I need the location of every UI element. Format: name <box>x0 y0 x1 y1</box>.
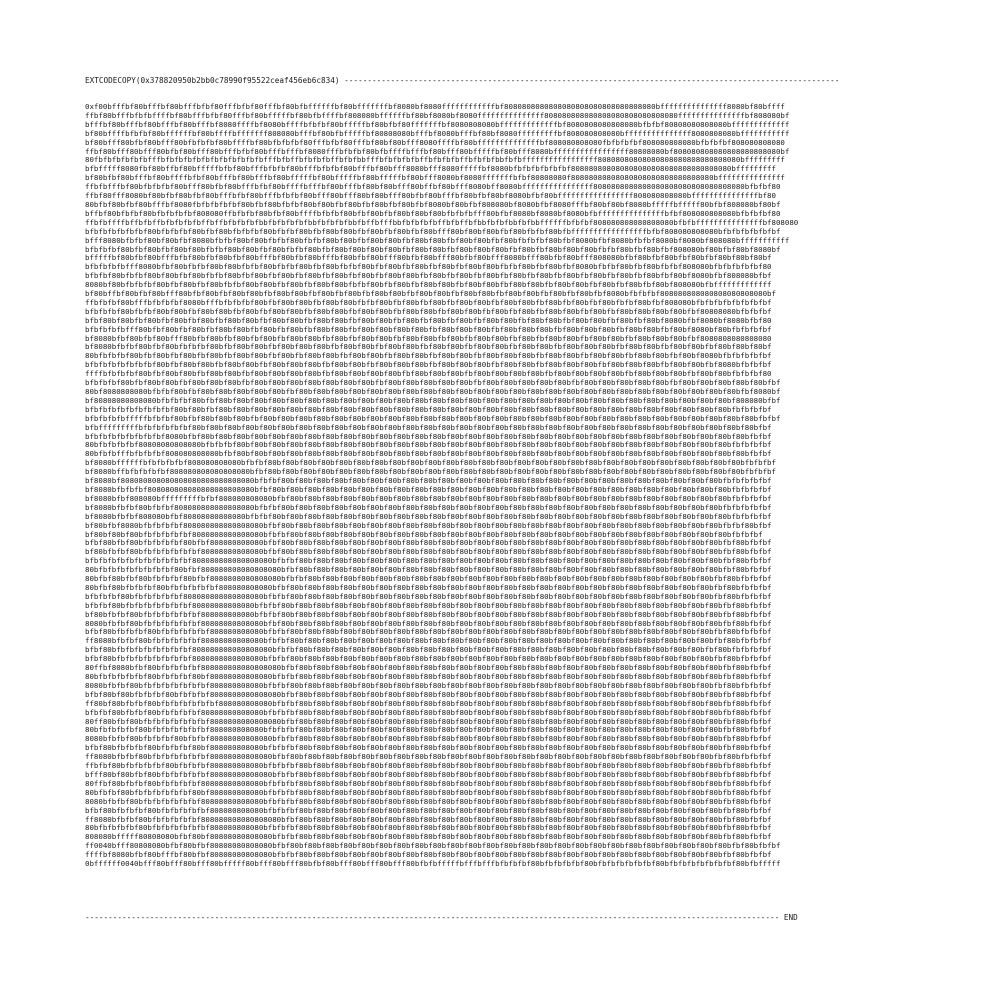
extcodecopy-header: EXTCODECOPY(0x378820950b2bb0c78990f95522ceaf456eb6c834) ----------------------------------------------------------------------------------------------------------- <box>85 76 840 85</box>
bytecode-row: bfbfbfbfbfbfbfbfbfbf80bf80bfbf80bf80bf80bf80bf80bf80bf80bf80bf80bf80bf80bf80bf80bf80bf80bf80bf80bf80bf80bf80bf80bf80bf80bf80bf80bf80bf80bf80bf80bfbfbfbfbf <box>85 405 772 414</box>
bytecode-row: ffffbfbfbfbf80bfbf80bf80bfbf80bf80bfbf80bf80bf80bf80bfbf80bf80bf80bf80bfbf80bf80bf80bfbf80bf80bf80bf80bfbf80bf80bf80bf80bfbf80bf80bf80bfbf80bf80bfbfbfbf80 <box>85 370 772 379</box>
bytecode-row: bfbf80bfbfbfbfbfbfbfbfbf808080808080808080bfbfbf80bf80bf80bf80bf80bf80bf80bf80bf80bf80bf80bf80bf80bf80bf80bf80bf80bf80bf80bf80bf80bf80bf80bfbf80bfbfbfbfbf <box>85 646 772 655</box>
bytecode-row: 80bfbfbfbfbfbfbfbfbf80bfbf808080808080808080bfbf80bf80bf80bf80bf80bf80bf80bf80bf80bf80bf80bf80bf80bf80bf80bf80bf80bf80bf80bf80bf80bf80bf80bf80bfbf80bfbfbf <box>85 566 772 575</box>
bytecode-row: bf80bfbf80bfffbf80bffffbfbf80bfffbf80bfffbf80bfffffbf80bfffffbf80bfffffbf80bfff8080bf8080fffffffbfbf80808080f80808080808080808080808080808080bfffffffffffffff <box>85 174 785 183</box>
bytecode-row: ffbfbfffbf80bfbfbfbf80bfff80bfbf80bfffbfbf80bffffbfffbf80bfffbf80bf80bfff80bffbf80bfff8080bff8080bffffffffffffffff8080808080808080808080808080808080bfbfbf80 <box>85 183 781 192</box>
bytecode-row: 80bfbf80bfbfbfbf80bfbfbfbfbfbf808080808080bfbf80bf80bf80bf80bf80bf80bf80bf80bf80bf80bf80bf80bf80bf80bf80bf80bf80bf80bf80bf80bf80bf80bf80bf80bfbf80bfbfbfbf <box>85 583 772 592</box>
bytecode-row: bfbf80bf80bfbfbfbf80bfbfbfbf8080808080808080bfbf80bf80bf80bf80bf80bf80bf80bf80bf80bf80bf80bf80bf80bf80bf80bf80bf80bf80bf80bf80bf80bf80bf80bf80bfbf80bfbfbf <box>85 690 772 699</box>
bytecode-row: 80bfbfbf80bfbfbfbfbfbfbf80bf808080808080bfbfbfbf80bf80bf80bf80bf80bf80bf80bf80bf80bf80bf80bf80bf80bf80bf80bf80bf80bf80bf80bf80bf80bf80bf80bf80bfbf80bfbfbf <box>85 788 772 797</box>
bytecode-row: bfbf80bfbfbfbfbfbfbfbfbf8080808080808080bfbfbf80bf80bf80bf80bf80bf80bf80bf80bf80bf80bf80bf80bf80bf80bf80bf80bf80bf80bf80bf80bf80bf80bf80bf80bfbf80bfbfbfbf <box>85 655 772 664</box>
bytecode-row: 80ffbf80bfbfbf80bfbfbfbfbf80808080808080bfbfbfbf80bf80bf80bf80bf80bf80bf80bf80bf80bf80bf80bf80bf80bf80bf80bf80bf80bf80bf80bf80bf80bf80bf80bf80bfbf80bfbfbf <box>85 779 772 788</box>
bytecode-row: bf80bfbfbf80bfbfbfbfbfbfbf80808080808080bfbf80bf80bf80bf80bf80bf80bf80bf80bf80bf80bf80bf80bf80bf80bf80bf80bf80bf80bf80bf80bf80bf80bf80bf80bf80bfbf80bfbfbf <box>85 548 772 557</box>
bytecode-row: ff80bf80bfbfbf80bfbfbfbfbfbfbf808080808080bfbfbf80bf80bf80bf80bf80bf80bf80bf80bf80bf80bf80bf80bf80bf80bf80bf80bf80bf80bf80bf80bf80bf80bf80bf80bfbf80bfbfbf <box>85 699 772 708</box>
bytecode-row: bfbfbfbfbfbfbf80bfbfbfbf80bfbf80bfbfbfbf80bfbfbf80bfbf80bf80bfbf80bfbf80bfbf80bfff80bf80bf80bfbf80bfbfbf80bfbfffffffffffffffffbfbf808080808080bfbfbfbfbfbfbf <box>85 227 781 236</box>
bytecode-row: 80bfbf80bfbf80bfffbf8080fbfbfbfbfbf80bfbf80bfbfbf80bf80bfbf80bfbf80bfbf80bfbf8080bf80bfbf808080bf8080bfbf8080fffbf80bf80bf8080bfffffbfffff80bfbf808080bf80bf <box>85 200 781 209</box>
bytecode-hex-dump <box>85 103 915 869</box>
bytecode-row: bfbf80bfbfbfbf80bfbfbfbf80bf808080808080bfbfbfbf80bf80bf80bf80bf80bf80bf80bf80bf80bf80bf80bf80bf80bf80bf80bf80bf80bf80bf80bf80bf80bf80bf80bf80bfbf80bfbfbf <box>85 744 772 753</box>
bytecode-row: 808080bfffff80808080bfbf80bf80808080808080bfbfbf80bf80bf80bf80bf80bf80bf80bf80bf80bf80bf80bf80bf80bf80bf80bf80bf80bf80bf80bf80bf80bf80bf80bf80bfbf80bfbfbf <box>85 833 772 842</box>
bytecode-row: bf8080bfbf808080bfffffffffbfbf808080808080bfbf80bf80bf80bf80bf80bf80bf80bf80bf80bf80bf80bf80bf80bf80bf80bf80bf80bf80bf80bf80bf80bf80bf80bf80bf80bfbfbfbfbf <box>85 494 772 503</box>
bytecode-row: bfbfbfbf80bfbfbfbfbfbf808080808080808080bfbfbf80bf80bf80bf80bf80bf80bf80bf80bf80bf80bf80bf80bf80bf80bf80bf80bf80bf80bf80bf80bf80bf80bf80bf80bfbf80bfbfbfbf <box>85 592 772 601</box>
bytecode-row: 80ff80bfbf80bfbfbfbfbfbfbfbf8080808080808080bfbf80bf80bf80bf80bf80bf80bf80bf80bf80bf80bf80bf80bf80bf80bf80bf80bf80bf80bf80bf80bf80bf80bf80bf80bfbf80bfbfbf <box>85 717 772 726</box>
bytecode-row: bfbfbfbf80bfbf80bfbf80bf80bfbfbf80bf80bfbf80bfbfbf80bfbf80bf80bf80bf80bfbf80bf80bfbf80bf80bf80bfbf80bfbf80bf80bf80bfbfbf80bfbf80bfbf808080bf80bfbf80bf8080bf <box>85 245 781 254</box>
bytecode-row: bfbfbfbfbfbfbfbfbfbfbfbf808080808080808080bfbfbf80bf80bf80bf80bf80bf80bf80bf80bf80bf80bf80bf80bf80bf80bf80bf80bf80bf80bf80bf80bf80bf80bf80bf80bfbf80bfbfbf <box>85 557 772 566</box>
bytecode-row: 80bfbfbfbfbf80bfbfbfbfbfbfbf808080808080bfbfbfbf80bf80bf80bf80bf80bf80bf80bf80bf80bf80bf80bf80bf80bf80bf80bf80bf80bf80bf80bf80bf80bf80bf80bf80bfbf80bfbfbf <box>85 824 772 833</box>
bytecode-row: bfbfbfbfbfbfbfbf80bfbf80bf80bfbf80bf80bfbf80bf80bf80bfbf80bf80bfbf80bf80bf80bfbf80bf80bf80bfbf80bf80bfbf80bf80bf80bfbf80bf80bf80bfbf80bf80bfbf8080bfbfbfbf <box>85 361 772 370</box>
bytecode-row: bfbf80bf80bfbf80bfbf80bfbf80bfbf80bf80bfbf80bf80bfbf80bf80bfbf80bf80bfbf80bfbf80bfbf80bfbf80bf80bfbf80bf80bfbf80bf80bfbf80bfbf80bf8080bfbf8080bf8080bfbf80 <box>85 316 772 325</box>
bytecode-row: bf80bffbf80bfbf80bfff80bfbf80bfbf80bf80bfbf80bf80bfbf80bfbf80bfbf80bf80bfbf80bf80bfbf80bf80bfbf80bf80bfbf80bfbf80bfbf8080bfbfbfbf808080808080808080808080bf <box>85 290 776 299</box>
bytecode-row: bf8080bfbfbfbf808080808080808080808080bfbf80bf80bf80bf80bf80bf80bf80bf80bf80bf80bf80bf80bf80bf80bf80bf80bf80bf80bf80bf80bf80bf80bf80bf80bf80bf80bfbfbfbfbf <box>85 485 772 494</box>
bytecode-row: bf80bf80bf80bfbfbfbfbfbf8080808080808080bfbfbf80bf80bf80bf80bf80bf80bf80bf80bf80bf80bf80bf80bf80bf80bf80bf80bf80bf80bf80bf80bf80bf80bf80bf80bf80bfbfbfbf <box>85 530 763 539</box>
bytecode-row: ffbfbfbf80bfffbfbfbfbf8080bfffbfbfbfbf80bfbf80bf80bfbf80bf80bfbfbf80bfbf80bfbf80bfbf80bf80bfbf80bf80bfbf80bfbf80bfbf80bfbfbf80bfbf808080bfbfbfbfbfbfbfbfbf <box>85 298 772 307</box>
bytecode-row: 80bfbfbfbf80bfbf80bfbf80bfbf80bfbf80bf80bfbf80bfbf80bf80bfbf80bf80bfbf80bf80bfbf80bf80bfbf80bf80bf80bfbf80bf80bfbf80bf80bfbf80bf80bfbf80bf8080bfbfbfbfbfbf <box>85 352 772 361</box>
bytecode-row: ffffbf8080bfbf80bfffbf80bfbf80808080808080bfbfbf80bf80bf80bf80bf80bf80bf80bf80bf80bf80bf80bf80bf80bf80bf80bf80bf80bf80bf80bf80bf80bf80bf80bf80bfbf80bfbfbf <box>85 851 772 860</box>
bytecode-row: bf80bfff80bfbf80bfff80bfbfbfbf80bffffbf80bfbfbfbf80fffbfbf80fffbf80bf80bfff8080ffffbf80bffffffffffffffbf808080808080fbfbfbfbf808080808080bfbfbfbf808080808080 <box>85 138 785 147</box>
bytecode-row: 80bfbfbfbfbf80bfbfbfbfbfbfbf808080808080bfbfbfbf80bf80bf80bf80bf80bf80bf80bf80bf80bf80bf80bf80bf80bf80bf80bf80bf80bf80bf80bf80bf80bf80bf80bf80bfbf80bfbfbf <box>85 726 772 735</box>
bytecode-row: bf80bfbf8080bfbfbfbfbf808080808080808080bfbf80bf80bf80bf80bf80bf80bf80bf80bf80bf80bf80bf80bf80bf80bf80bf80bf80bf80bf80bf80bf80bf80bf80bf80bf80bfbfbf80bfbf <box>85 521 772 530</box>
bytecode-row: bf8080bfbf80bfbf80bfff80bfbf80bfbf80bfbf80bfbf80bf80bfbf80bfbf80bf80bfbf80bf80bfbf80bfbf80bf80bfbf80bfbf80bf80bfbf80bf80bfbf80bf80bf80bfbf8080808080808080 <box>85 334 772 343</box>
bytecode-row: bfbfbfbfbfff80bfbf80bfbf80bfbf80bf80bfbf80bfbf80bfbf80bf80bfbf80bf80bf80bf80bfbf80bf80bf80bfbf80bf80bf80bfbf80bf80bf80bfbf80bf80bfbf80bf8080bf80bfbfbfbfbf <box>85 325 772 334</box>
bytecode-row: ffbfbf80bfbfbfbfbf80bfbfbfbf808080808080bfbfbfbf80bf80bf80bf80bf80bf80bf80bf80bf80bf80bf80bf80bf80bf80bf80bf80bf80bf80bf80bf80bf80bf80bf80bf80bfbf80bfbfbf <box>85 762 772 771</box>
bytecode-row: ffbfbffffbffbfbffbfbfbfbfbffbffbfbfbfbfbbfbfbfbfbfbbfbfbfbfbbfbffbfffbbfbfbfbfbffbfbffbfbbfbfbfbbfbfbbffffffbfbfbf808080808080808080bfbfbfffffffffffffffbf808080 <box>85 218 799 227</box>
bytecode-row: bfbfbfbfbfbfbfbfbf8080bfbf80bf80bf80bf80bf80bf80bf80bf80bf80bf80bf80bf80bf80bf80bf80bf80bf80bf80bf80bf80bf80bf80bf80bf80bf80bf80bf80bf80bf80bf80bf80bfbfbf <box>85 432 772 441</box>
bytecode-row: 0bffffff0040bfff80bfff80bfff80bfffff80bfff80bfff80bfbf80bfff80bfff80bfff80bfbfbfffffbfffbfffbfbfbfbf80bfbfbfbfbf80bfbfbfbfbfbfbf80bfbfbfbfbfbfbfbf80bfbfffff <box>85 860 781 869</box>
bytecode-row: 8080bfbfbf80bfbfbfbf80bfbfbf80808080808080bfbfbf80bf80bf80bf80bf80bf80bf80bf80bf80bf80bf80bf80bf80bf80bf80bf80bf80bf80bf80bf80bf80bf80bf80bf80bfbf80bfbfbf <box>85 735 772 744</box>
bytecode-row: bfbfffffffffbfbfbfbfbfbf80bf80bf80bf80bf80bf80bf80bf80bf80bf80bf80bf80bf80bf80bf80bf80bf80bf80bf80bf80bf80bf80bf80bf80bf80bf80bf80bf80bf80bf80bf80bf80bfbf <box>85 423 772 432</box>
bytecode-row: bfbfbfbfbfffffbfbfbf80bfbf80bf80bf80bfbf80bf80bf80bf80bf80bf80bf80bf80bf80bf80bf80bf80bf80bf80bf80bf80bf80bf80bf80bf80bf80bf80bf80bf80bf80bf80bf80bf80bfbfbf <box>85 414 781 423</box>
bytecode-row: ff8080bfbfbf80bfbfbfbfbfbf808080808080808080bfbf80bf80bf80bf80bf80bf80bf80bf80bf80bf80bf80bf80bf80bf80bf80bf80bf80bf80bf80bf80bf80bf80bf80bf80bfbf80bfbfbf <box>85 815 772 824</box>
bytecode-row: bfff8080bfbfbf80bf80bfbf8080bfbfbf80bf80bfbfbf80bfbfbf80bf80bfbf80bf80bfbf80bf80bfbf80bf80bfbf80bfbfbfbf80bfbf8080bfbf8080bfbfbf8080bf8080bf808080bfffffffffff <box>85 236 790 245</box>
bytecode-row: bfffbf80bfffbf80bfffbf80bfffbf8080ffffbf8080bffffbfbfbf80bfffffbf80bfbf80fffffffbf8080808080bfffffffffffffbf8080808080808080bfbfbf80808080808080bfffffffffffff <box>85 120 790 129</box>
bytecode-row: bfbfbfbf80bfbfbf80bf80bfbf80bf80bfbf80bfbf80bf80bfbf80bf80bfbf80bf80bfbf80bf80bfbf80bf80bfbf80bfbf80bfbf80bf80bfbf80bfbf80bf80bf80bf80bfbf80808080bfbfbfbf <box>85 307 772 316</box>
bytecode-row: bfbf80bfbfbfbf80bfbfbfbfbfbf808080808080bfbfbfbf80bf80bf80bf80bf80bf80bf80bf80bf80bf80bf80bf80bf80bf80bf80bf80bf80bf80bf80bf80bf80bf80bf80bf80bfbf80bfbfbf <box>85 806 772 815</box>
bytecode-row: 80bfbfbfbfbf80808080808080bfbfbfbf80bf80bf80bf80bf80bf80bf80bf80bf80bf80bf80bf80bf80bf80bf80bf80bf80bf80bf80bf80bf80bf80bf80bf80bf80bf80bf80bf80bfbfbfbfbf <box>85 441 772 450</box>
bytecode-row: 8080bfbfbf80bfbfbfbfbfbfbfbf808080808080bfbfbf80bf80bf80bf80bf80bf80bf80bf80bf80bf80bf80bf80bf80bf80bf80bf80bf80bf80bf80bf80bf80bf80bf80bf80bfbf80bfbfbfbf <box>85 681 772 690</box>
bytecode-row: bfffffbf80bfbf80bfffbfbf80bfbf80bfbf80bfffbf80bfbf80bfffbf80bfbf80bfff80bfbf80bfff80bfbf80bfff8080bfff80bfbf80bfff808080bfbf80bfbf80bfbf80bfbf80bf80bf80bf <box>85 254 772 263</box>
bytecode-row: bfff80bf80bfbf80bfbfbfbfbfbf80808080808080bfbfbf80bf80bf80bf80bf80bf80bf80bf80bf80bf80bf80bf80bf80bf80bf80bf80bf80bf80bf80bf80bf80bf80bf80bf80bfbf80bfbfbf <box>85 770 772 779</box>
bytecode-row: 80fbfbfbfbfbfbfffbfbfbfbfbfbfbfbfbfbfbfbfffbfbffbfbfbfbffbfbfbbfffbfbfbfbfbffbfbfbfbffbfbfbfbbfbfbfffffffffffffffff80808080808080808080808080808080bfffffffff <box>85 156 785 165</box>
end-footer: ------------------------------------------------------------------------------------------------------------------------------------------------------ END <box>85 913 798 922</box>
bytecode-row: bf80bffffbfbfbf80bffffffbf80bffffbfffffff808080bfffbf80bfbfffffbf80808080bfffbf8080bfffbf80bf8080fffffffffbf808080808080bfffffffffffffff8080808080bfffffffffff <box>85 129 790 138</box>
bytecode-row: 0xf00bfffbf80bfffbf80bfffbfbf80fffbfbf80fffbf80bfbffffffbf80bfffffffbf8080bf8080ffffffffffffbf8080808080808080808080808080808080bfffffffffffffff8080bf80bffff <box>85 103 785 111</box>
bytecode-row: 80bfbfbfffbfbfbfbf808080808080bfbf80bf80bf80bf80bf80bf80bf80bf80bf80bf80bf80bf80bf80bf80bf80bf80bf80bf80bf80bf80bf80bf80bf80bf80bf80bf80bf80bf80bf80bfbfbf <box>85 450 772 459</box>
bytecode-row: bfbfbf80bfbfbf80bfbfbfbfbf80808080808080bfbfbfbf80bf80bf80bf80bf80bf80bf80bf80bf80bf80bf80bf80bf80bf80bf80bf80bf80bf80bf80bf80bf80bf80bf80bf80bfbf80bfbfbf <box>85 708 772 717</box>
bytecode-row: 80ffbf8080bfbf80bfbfbfbfbf808080808080808080bfbf80bf80bf80bf80bf80bf80bf80bf80bf80bf80bf80bf80bf80bf80bf80bf80bf80bf80bf80bf80bf80bf80bf80bf80bfbf80bfbfbf <box>85 664 772 673</box>
bytecode-row: 8080bfbfbf80bfbfbfbfbfbfbf80808080808080bfbf80bf80bf80bf80bf80bf80bf80bf80bf80bf80bf80bf80bf80bf80bf80bf80bf80bf80bf80bf80bf80bf80bf80bf80bf80bfbf80bfbfbf <box>85 619 772 628</box>
bytecode-row: bfbfbf80bfbfbfbfbfbfbfbf80808080808080bfbfbf80bf80bf80bf80bf80bf80bf80bf80bf80bf80bf80bf80bf80bf80bf80bf80bf80bf80bf80bf80bf80bf80bf80bf80bf80bfbf80bfbfbf <box>85 601 772 610</box>
bytecode-row: ff0040bfff80808080bfbf80bfbf80808080808080bfbf80bf80bf80bf80bf80bf80bf80bf80bf80bf80bf80bf80bf80bf80bf80bf80bf80bf80bf80bf80bf80bf80bf80bf80bf80bfbf80bfbfbf <box>85 842 781 851</box>
bytecode-row: bf8080bfbfbf80bfbfbf808080808080808080bfbfbf80bf80bf80bf80bf80bf80bf80bf80bf80bf80bf80bf80bf80bf80bf80bf80bf80bf80bf80bf80bf80bf80bf80bf80bf80bfbfbfbfbfbf <box>85 503 772 512</box>
bytecode-row: ffbf80bfff80bfff80bfbf80bfff80bfffbfbf80bfffbfffbf8080fffbfbfbf80bfbffffbfffbf80bfff80bfffffbf80bfff8080bfffffffffffffffff80808080bf808080808080808080808080bf <box>85 147 790 156</box>
bytecode-row: bfbf80bfbfbfbf80bfbfbfbfbfbf808080808080bfbfbf80bf80bf80bf80bf80bf80bf80bf80bf80bf80bf80bf80bf80bf80bf80bf80bf80bf80bf80bf80bf80bf80bf80bf80bfbf80bfbfbfbf <box>85 628 772 637</box>
bytecode-row: bfbfbfbf80bfbf80bf80bfbf80bf80bf80bfbf80bf80bf80bf80bf80bf80bf80bfbf80bf80bf80bf80bf80bfbf80bf80bf80bf80bf80bfbf80bf80bf80bf80bf80bfbf80bf80bf80bf80bf80bfbf <box>85 379 781 388</box>
bytecode-row: bffbf80bfbfbf80bfbfbfbfbf808080ffbfbfbf80bfbf80bffffbfbfbf80bfbf80bfbf80bf80bf80bfbfbfbfff80bfbf8080bf8080bf8080bfbfffffffffffffffbfbf808080808080bfbfbfbf80 <box>85 209 781 218</box>
bytecode-row: bf8080bf808080808080808080808080808080bfbfbf80bf80bf80bf80bf80bf80bf80bf80bf80bf80bf80bf80bf80bf80bf80bf80bf80bf80bf80bf80bf80bf80bf80bf80bf80bfbfbfbfbfbf <box>85 477 772 486</box>
bytecode-row: bfbfbf80bfbfbf80bf80bfbf80bfbfbf80bfbf80bfbf80bfbf80bfbf80bfbf80bfbf80bf80bfbf80bfbf80bfbf80bfbf80bfbf80bfbf80bfbf80bfbf80bfbf80bfbf80bf8080bfbf808080bfbf <box>85 272 772 281</box>
bytecode-row: 80bfbfbfbfbfbf80bfbfbfbf80bf80808080808080bfbfbf80bf80bf80bf80bf80bf80bf80bf80bf80bf80bf80bf80bf80bf80bf80bf80bf80bf80bf80bf80bf80bf80bf80bf80bfbf80bfbfbf <box>85 673 772 681</box>
bytecode-row: bf80bfbfbf80bfbfbfbfbfbfbf808080808080bfbfbf80bf80bf80bf80bf80bf80bf80bf80bf80bf80bf80bf80bf80bf80bf80bf80bf80bf80bf80bf80bf80bf80bf80bf80bf80bfbf80bfbfbf <box>85 610 772 619</box>
bytecode-row: bf80808080808080bfbfbfbf80bfbf80bf80bf80bf80bf80bf80bf80bf80bf80bf80bf80bf80bf80bf80bf80bf80bf80bf80bf80bf80bf80bf80bf80bf80bf80bf80bf80bf80bf80bf808080bfbf <box>85 396 781 405</box>
bytecode-row: 80bf8080808080bfbfbf80bfbf80bf80bf80bf80bf80bfbf80bf80bf80bf80bf80bf80bf80bf80bf80bf80bf80bf80bf80bf80bf80bf80bf80bf80bf80bf80bf80bf80bf80bf80bf80bfbf8080bf <box>85 388 781 396</box>
bytecode-row: ff8080bfbfbf80bfbfbfbfbfbfbf80808080808080bfbf80bf80bf80bf80bf80bf80bf80bf80bf80bf80bf80bf80bf80bf80bf80bf80bf80bf80bf80bf80bf80bf80bf80bf80bfbf80bfbfbfbf <box>85 753 772 762</box>
bytecode-row: 8080bfbfbf80bfbfbfbfbfbfbf80808080808080bfbfbfbf80bf80bf80bf80bf80bf80bf80bf80bf80bf80bf80bf80bf80bf80bf80bf80bf80bf80bf80bf80bf80bf80bf80bf80bfbf80bfbfbf <box>85 797 772 806</box>
bytecode-row: bfbfffff8080fbf80bffbf80bfffffbfbf80bfffbfbfbf80bfffbfbfbf80bfffbf80bfff8080bfff8080fffffbf8080bfbfbfbfbfbfbf808080808080808080808080808080808080bfffffffff <box>85 165 776 174</box>
bytecode-row: bfbf80bfbf80bfbfbfbfbf80bfbf808080808080bfbf80bf80bf80bf80bf80bf80bf80bf80bf80bf80bf80bf80bf80bf80bf80bf80bf80bf80bf80bf80bf80bf80bf80bf80bf80bfbf80bfbfbf <box>85 539 772 548</box>
bytecode-row: bf8080bfbfbf80bfbf80bfbfbfbf80bfbf80bf80bfbf80bf80bf80bfbf80bf80bfbf80bf80bfbf80bf80bfbf80bf80bfbf80bf80bfbf80bf80bf80bfbf80bf80bfbf80bf80bfbf80bf80bf80bf <box>85 343 772 352</box>
bytecode-row: bf8080bffffffbfbfbfbfbf808080808080bfbfbf80bf80bf80bf80bf80bf80bf80bf80bf80bf80bf80bf80bf80bf80bf80bf80bf80bf80bf80bf80bf80bf80bf80bf80bf80bf80bf80bfbfbfbf <box>85 459 776 468</box>
bytecode-row: 8080bf80bfbfbfbf80bfbf80bfbf80bfbfbf80bf80bfbf80bfbf80bf80bfbfbf80bfbf80bfbf80bf80bfbf80bf80bfbf80bf80bfbf80bf80bfbf80bfbf80bfbf80bf808080bfbfffffffffffff <box>85 281 772 290</box>
bytecode-row: bf8080bfbfbf808080bfbf80808080808080bfbfbf80bf80bf80bf80bf80bf80bf80bf80bf80bf80bf80bf80bf80bf80bf80bf80bf80bf80bf80bf80bf80bf80bf80bf80bf80bf80bfbfbfbfbf <box>85 512 772 521</box>
bytecode-row: 80bfbf80bfbf80bfbfbfbf80bfbf8080808080808080bfbfbf80bf80bf80bf80bf80bf80bf80bf80bf80bf80bf80bf80bf80bf80bf80bf80bf80bf80bf80bf80bf80bf80bf80bfbf80bfbfbfbf <box>85 575 772 584</box>
bytecode-row: ff8080bfbfbf80bfbfbfbfbfbf80808080808080bfbfbf80bf80bf80bf80bf80bf80bf80bf80bf80bf80bf80bf80bf80bf80bf80bf80bf80bf80bf80bf80bf80bf80bf80bf80bfbf80bfbfbfbf <box>85 637 772 646</box>
bytecode-row: ffbf80fff8080bf80bfbf80bfbf80bfffbfbf80bfffbfbfbf80bfff80bfff80bf80bfff80bfbf80bfffbf80bfbf80bf8080bfbf80bfffffffffffffffff808080808080bfffffffffffffffbf80 <box>85 192 776 201</box>
bytecode-row: bf8080bffbfbfbfbfbf808080808080808080bfbf80bf80bf80bf80bf80bf80bf80bf80bf80bf80bf80bf80bf80bf80bf80bf80bf80bf80bf80bf80bf80bf80bf80bf80bf80bf80bf80bfbfbfbf <box>85 468 776 477</box>
bytecode-row: ffbf80bfffbfbfbffffbf80bfffbfbf80fffbf80bfffffbf80bfbffffbf808080bffffffbf80bf8080bf8080fffffffffffffff808080808080808080808080808080fffffffffffffffbf808080bf <box>85 111 790 120</box>
bytecode-row: bfbfbfbfbfff8080bfbf80bfbfbf80bf80bfbfbf80bfbfbf80bfbf80bfbfbf80bfbf80bfbf80bfbf80bfbf80bf80bfbfbf80bfbf80bfbf8080bfbfbf80bfbf80bfbfbf808080bfbfbfbfbfbf80 <box>85 263 772 272</box>
